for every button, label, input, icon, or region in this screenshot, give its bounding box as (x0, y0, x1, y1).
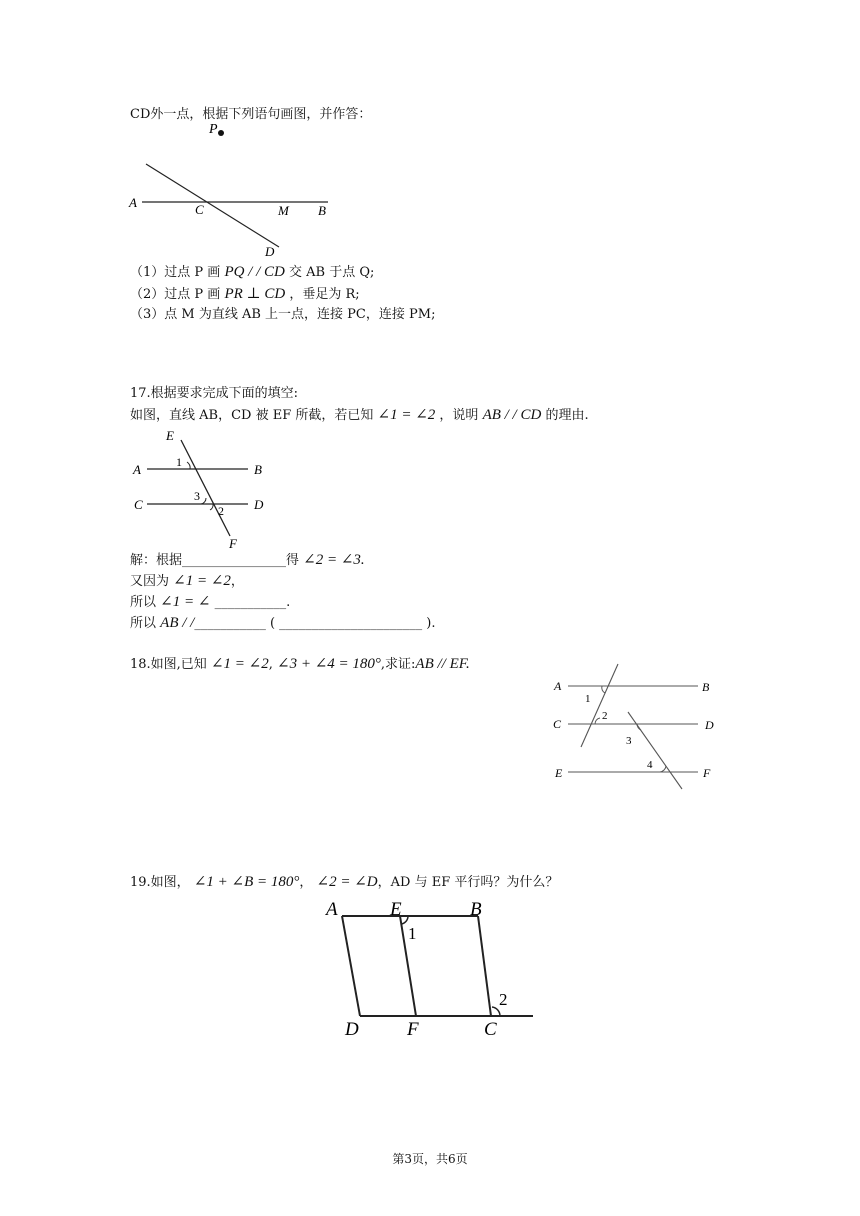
q18-math-1: ∠1 = ∠2 (210, 656, 269, 672)
angle-label-3: 3 (194, 489, 200, 503)
q16-item-1-tail: 交 AB 于点 Q; (289, 265, 375, 280)
q17-solution-3-text: 所以 (130, 595, 157, 610)
label-c: C (195, 202, 204, 217)
q17-desc-math2: AB / / CD (482, 407, 542, 423)
figure-18 (548, 660, 728, 795)
q16-item-1 (130, 263, 374, 282)
label-c: C (553, 717, 562, 731)
label-e: E (166, 428, 174, 443)
q16-item-2 (130, 285, 360, 304)
label-e: E (555, 766, 563, 780)
label-f: F (229, 536, 237, 551)
q18-text-prove: ,求证: (380, 657, 416, 672)
q17-desc (130, 406, 589, 425)
angle-3-arc (201, 498, 206, 504)
label-d: D (254, 497, 264, 512)
q17-desc-tail: 的理由. (545, 408, 589, 423)
angle-label-1: 1 (585, 693, 591, 705)
label-c: C (484, 1019, 497, 1040)
q18-text (130, 655, 470, 674)
q17-solution-line-2 (130, 572, 244, 591)
label-b: B (254, 462, 262, 477)
q17-solution-line-1 (130, 551, 365, 570)
label-b: B (318, 203, 326, 218)
angle-2-arc (210, 504, 213, 510)
angle-label-2: 2 (499, 990, 508, 1009)
angle-1-arc (602, 686, 605, 693)
q17-solution-1-math: ∠2 = ∠3. (303, 552, 365, 568)
page-footer: 第3页，共6页 (392, 1152, 468, 1166)
q19-text-lead: 19.如图， (130, 875, 190, 890)
segment-bc (478, 916, 491, 1016)
q16-item-2-math: PR ⊥ CD (224, 286, 286, 302)
angle-label-4: 4 (647, 759, 653, 771)
q17-solution-4-text: 所以 (130, 616, 157, 631)
q19-text-question: ，AD 与 EF 平行吗？为什么？ (377, 875, 559, 890)
q17-desc-math1: ∠1 = ∠2 (377, 407, 436, 423)
label-f: F (703, 766, 711, 780)
label-a: A (326, 899, 338, 920)
angle-label-2: 2 (218, 504, 224, 518)
q17-blank-3[interactable]: ___________ (194, 616, 266, 631)
label-a: A (554, 679, 562, 693)
q18-math-3: AB // EF. (415, 656, 470, 672)
line-ef (181, 440, 230, 536)
angle-label-1: 1 (176, 455, 182, 469)
angle-label-1: 1 (408, 924, 417, 943)
label-m: M (278, 203, 289, 218)
q19-math-2: ∠2 = ∠D (316, 874, 378, 890)
q17-title: 17.根据要求完成下面的填空: (130, 386, 299, 401)
q16-item-1-text: （1）过点 P 画 (130, 265, 221, 280)
angle-2-arc (595, 718, 600, 724)
label-b: B (470, 899, 482, 920)
q17-solution-2-text: 又因为 (130, 574, 170, 589)
q17-blank-2[interactable]: ___________. (214, 595, 291, 610)
label-d: D (265, 244, 275, 259)
q17-blank-4[interactable]: ( ______________________ ). (269, 616, 436, 631)
transversal-1 (581, 664, 618, 747)
label-p: P (209, 122, 218, 137)
q17-desc-mid: ，说明 (439, 408, 479, 423)
figure-19 (320, 890, 540, 1040)
q17-solution-1-mid: 得 (286, 553, 300, 568)
label-b: B (702, 680, 710, 694)
q16-item-2-tail: ，垂足为 R; (289, 287, 360, 302)
line-cd (146, 164, 279, 247)
q18-text-lead: 18.如图,已知 (130, 657, 207, 672)
label-a: A (133, 462, 141, 477)
angle-1-arc (187, 462, 190, 469)
q17-solution-3-math: ∠1 = ∠ (160, 594, 211, 610)
q17-solution-2-tail: ， (230, 574, 244, 589)
figure-16 (120, 118, 350, 266)
q17-solution-line-3 (130, 593, 290, 612)
point-p-dot (218, 130, 224, 136)
q17-solution-2-math: ∠1 = ∠2 (173, 573, 231, 589)
figure-17 (130, 424, 280, 552)
label-d: D (705, 718, 714, 732)
q16-item-1-math: PQ / / CD (224, 264, 285, 280)
label-e: E (390, 899, 402, 920)
q19-text-comma: ， (299, 875, 313, 890)
label-f: F (407, 1019, 419, 1040)
angle-4-arc (660, 766, 666, 772)
label-d: D (345, 1019, 359, 1040)
segment-ad (342, 916, 360, 1016)
q16-item-3: （3）点 M 为直线 AB 上一点，连接 PC，连接 PM; (130, 307, 436, 322)
q18-math-2: ∠3 + ∠4 = 180° (277, 656, 381, 672)
q17-desc-text: 如图，直线 AB，CD 被 EF 所截，若已知 (130, 408, 374, 423)
q17-solution-1-text: 解：根据 (130, 553, 183, 568)
label-c: C (134, 497, 143, 512)
intro-text: CD外一点，根据下列语句画图，并作答： (130, 107, 372, 122)
q17-blank-1[interactable]: ________________ (182, 553, 287, 568)
angle-label-2: 2 (602, 710, 608, 722)
q17-solution-4-math: AB / / (160, 615, 195, 631)
q16-item-2-text: （2）过点 P 画 (130, 287, 221, 302)
label-a: A (129, 195, 137, 210)
angle-label-3: 3 (626, 735, 632, 747)
q19-math-1: ∠1 + ∠B = 180° (193, 874, 300, 890)
q18-text-comma: , (268, 657, 273, 672)
q17-solution-line-4 (130, 614, 436, 633)
